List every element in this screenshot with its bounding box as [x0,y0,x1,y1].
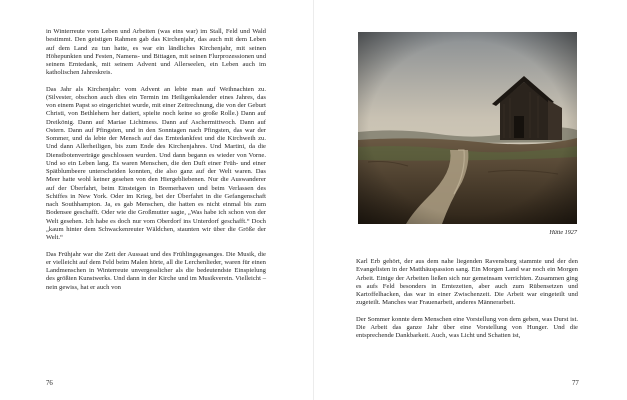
paragraph: Karl Erb gehört, der aus dem nahe liegenden Ravensburg stammte und der den Evangelisten in der Matthäuspassion sang. Ein Morgen Land war noch ein Morgen Arbeit. Einige der Arbeiten ließen sich nur gemeinsam verrichten. Zusammen ging es aufs Feld besonders in Erntezeiten, aber auch zum Rübensetzen und Kartoffelhacken, das war in einer Zwischenzeit. Die Arbeit war eingeteilt und zugeteilt. Manches war Frauenarbeit, anderes Männerarbeit. [356,258,578,307]
paragraph: Das Frühjahr war die Zeit der Aussaat und des Frühlingsgesanges. Die Musik, die er vielleicht auf dem Feld beim Malen hörte, all die Lerchenlieder, waren für einen Landmenschen in Winterreute unvergesslicher als die bedeutendste Einspielung des größten Kunstwerks. Und dann in der Kirche und im Musikverein. Vielleicht – nein gewiss, hat er auch von [46,250,266,291]
painting-caption: Hütte 1927 [549,229,577,236]
right-page [314,0,627,400]
paragraph: in Winterreute vom Leben und Arbeiten (was eins war) im Stall, Feld und Wald bestimmt. Den geistigen Rahmen gab das Kirchenjahr, das auch mit dem Leben auf dem Land zu tun hatte, es war ein ländliches Kirchenjahr, mit seinen Höhepunkten und Festen, Namens- und Bittagen, mit seinen Flurprozessionen und seinem Erntedank, mit seinem Advent und Allerseelen, ein Leben auch im katholischen Jahreskreis. [46,28,266,77]
left-page [0,0,313,400]
paragraph: Der Sommer konnte dem Menschen eine Vorstellung von dem geben, was Durst ist. Die Arbeit das ganze Jahr über eine Vorstellung von Hunger. Und die entsprechende Dankbarkeit. Auch, was Licht und Schatten ist, [356,315,578,340]
right-text-column [356,258,578,349]
page-number-left: 76 [46,380,53,387]
paragraph: Das Jahr als Kirchenjahr: vom Advent an lebte man auf Weihnachten zu. (Silvester, obschon auch dies ein Termin im Heiligenkalender eines Jahres, das von einem Papst so eingerichtet wurde, mit einer Zeitrechnung, die von der Geburt Christi, von Bethlehem her datiert, spielte noch keine so große Rolle.) Dann auf Dreikönig. Dann auf Mariae Lichtmess. Dann auf Aschermittwoch. Dann auf Ostern. Dann auf Pfingsten, und in den Sonntagen nach Pfingsten, das war der Sommer, und da lebte der Mensch auf das Erntedankfest und die Kirchweih zu. Und dann Allerheiligen, bis zum Ende des Kirchenjahres. Und Martini, da die Dienstbotenverträge geschlossen wurden. Und dann begann es wieder von Vorne. Und so ein Leben lang. Es waren Menschen, die den Duft einer Früh- und einer Spätblumbeere unterscheiden konnten, die also ganz auf der Welt waren. Das Meer hatte wohl keiner gesehen von den Hiergebliebenen. Nur die Auswanderer auf der Überfahrt, beim Einsteigen in Bremerhaven und beim Verlassen des Schiffes in New York. Oder im Krieg, bei der Überfahrt in die Gefangenschaft nach Southhampton. Ja, es gab Menschen, die hatten es nicht einmal bis zum Bodensee geschafft. Oder wie die Großmutter sagte, „Was habe ich schon von der Welt gesehen. Ich habe es doch nur vom Oberdorf ins Unterdorf geschafft.“ Doch „kaum hinter dem Schwackenreuter Wäldchen, staunten wir über die Größe der Welt.“ [46,85,266,242]
left-text-column [46,28,266,300]
painting-image [358,32,577,224]
page-number-right: 77 [572,380,579,387]
painting-hut [358,32,577,224]
